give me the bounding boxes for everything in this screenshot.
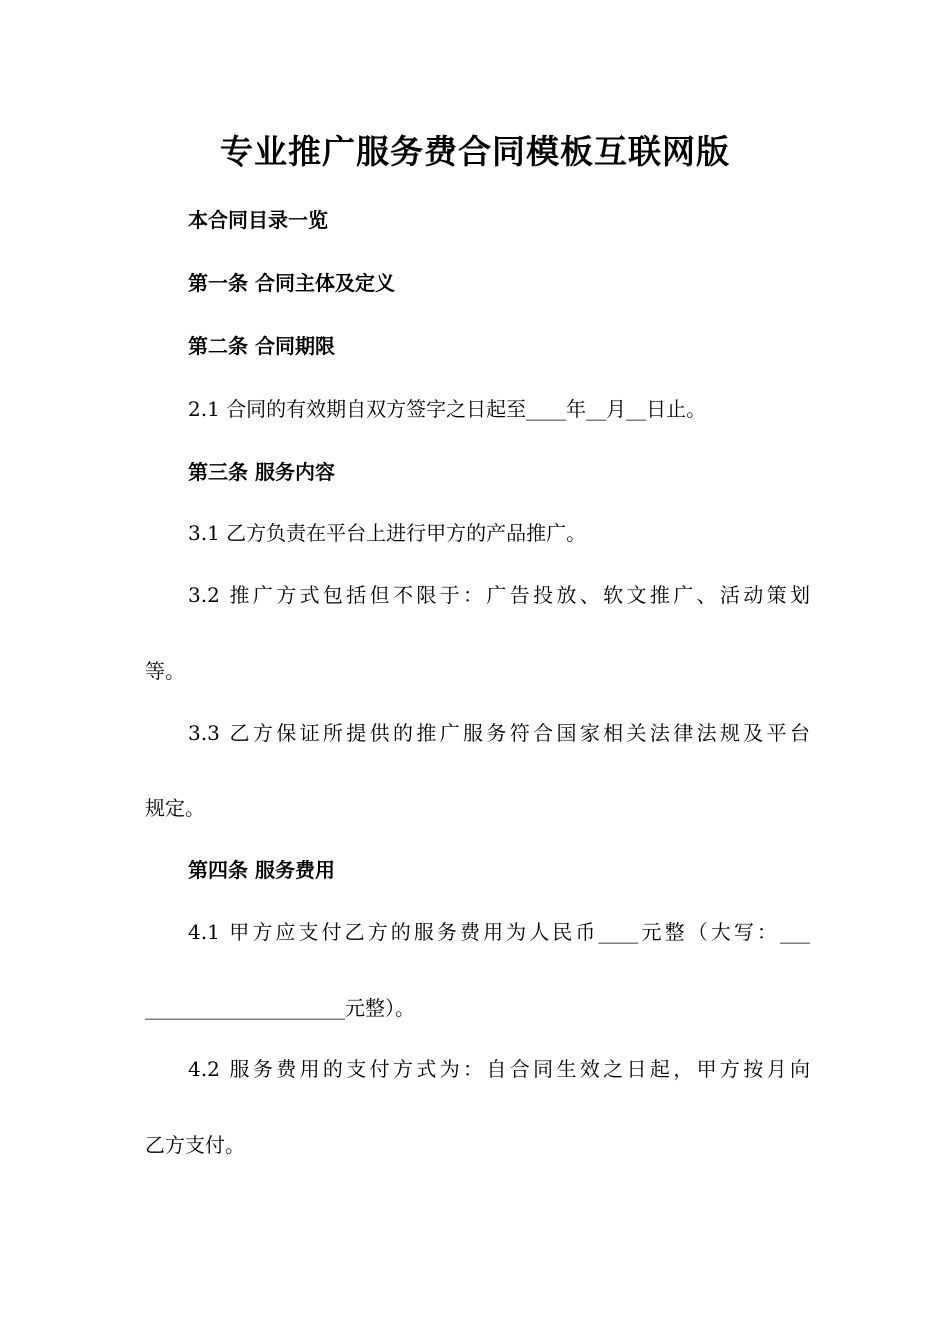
clause-4-2-line-1: 4.2 服务费用的支付方式为：自合同生效之日起，甲方按月向 (188, 1057, 810, 1081)
document-title: 专业推广服务费合同模板互联网版 (220, 132, 730, 171)
toc-heading: 本合同目录一览 (188, 208, 328, 232)
clause-3-2-line-1: 3.2 推广方式包括但不限于：广告投放、软文推广、活动策划 (188, 583, 810, 607)
clause-4-1-line-2: ____________________元整）。 (145, 996, 415, 1020)
clause-4-2-line-2: 乙方支付。 (145, 1133, 245, 1157)
clause-3-2-line-2: 等。 (145, 659, 185, 683)
article-2-heading: 第二条 合同期限 (188, 334, 335, 358)
clause-3-1: 3.1 乙方负责在平台上进行甲方的产品推广。 (188, 521, 587, 545)
clause-4-1-line-1: 4.1 甲方应支付乙方的服务费用为人民币____元整（大写：___ (188, 920, 810, 944)
article-1-heading: 第一条 合同主体及定义 (188, 271, 395, 295)
clause-3-3-line-2: 规定。 (145, 796, 205, 820)
article-4-heading: 第四条 服务费用 (188, 858, 335, 882)
article-3-heading: 第三条 服务内容 (188, 460, 335, 484)
clause-3-3-line-1: 3.3 乙方保证所提供的推广服务符合国家相关法律法规及平台 (188, 721, 810, 745)
clause-2-1: 2.1 合同的有效期自双方签字之日起至____年__月__日止。 (188, 397, 707, 421)
